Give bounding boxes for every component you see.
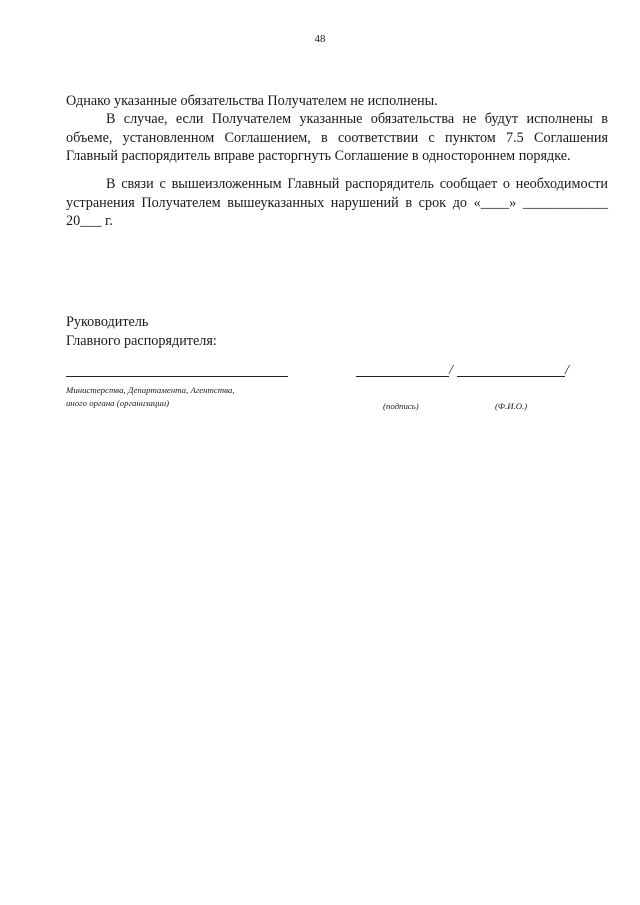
signature-caption: (подпись) xyxy=(383,401,419,411)
paragraph-not-fulfilled: Однако указанные обязательства Получателем не исполнены. xyxy=(66,93,438,109)
organization-caption-line1: Министерства, Департамента, Агентства, xyxy=(66,385,235,395)
signature-line xyxy=(356,376,449,377)
signature-title-line1: Руководитель xyxy=(66,314,149,330)
organization-line xyxy=(66,376,288,377)
organization-caption-line2: иного органа (организации) xyxy=(66,398,170,408)
signature-slash-2: / xyxy=(565,363,569,378)
paragraph-termination-notice: В случае, если Получателем указанные обязательства не будут исполнены в объеме, установленном Соглашением, в соответствии с пунктом 7.5 Соглашения Главный распорядитель вправе расторгнуть Соглашение в одностороннем порядке. xyxy=(66,111,608,164)
signature-slash-1: / xyxy=(449,363,453,378)
paragraph-deadline-request: В связи с вышеизложенным Главный распорядитель сообщает о необходимости устранения Получателем вышеуказанных нарушений в срок до «____» ____________ 20___ г. xyxy=(66,176,608,229)
organization-caption xyxy=(66,384,234,410)
name-caption: (Ф.И.О.) xyxy=(495,401,528,411)
name-line xyxy=(457,376,565,377)
page-number: 48 xyxy=(314,33,326,45)
signature-title-line2: Главного распорядителя: xyxy=(66,333,217,349)
